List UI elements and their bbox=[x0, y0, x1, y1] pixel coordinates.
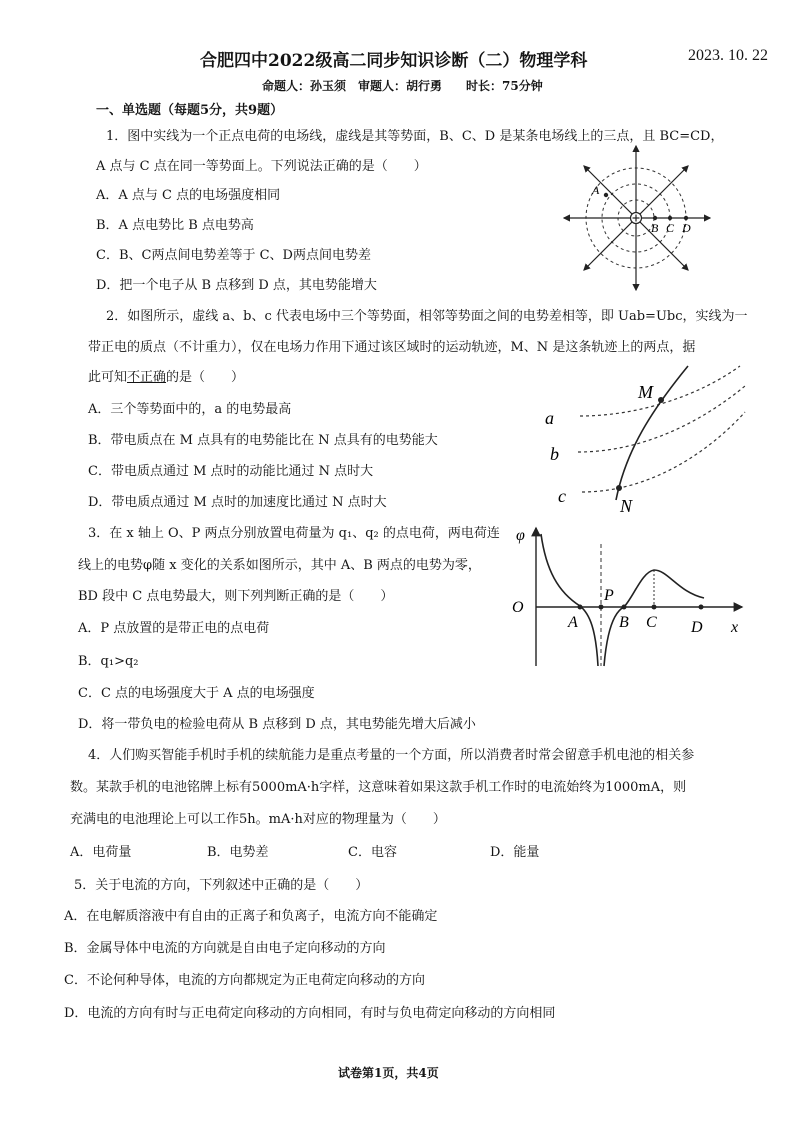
q4-stem-line2: 数。某款手机的电池铭牌上标有5000mA·h字样，这意味着如果这款手机工作时的电流始终为1000mA，则 bbox=[70, 780, 687, 795]
q2-option-d: D．带电质点通过 M 点时的加速度比通过 N 点时大 bbox=[88, 495, 387, 510]
q3-potential-graph bbox=[508, 520, 748, 670]
q3-stem-line2: 线上的电势φ随 x 变化的关系如图所示，其中 A、B 两点的电势为零， bbox=[78, 558, 481, 573]
q5-option-d: D．电流的方向有时与正电荷定向移动的方向相同，有时与负电荷定向移动的方向相同 bbox=[64, 1006, 556, 1021]
page-title: 合肥四中2022级高二同步知识诊断（二）物理学科 bbox=[200, 51, 588, 71]
q2-option-c: C．带电质点通过 M 点时的动能比通过 N 点时大 bbox=[88, 464, 374, 479]
q3-stem-line3: BD 段中 C 点电势最大，则下列判断正确的是（ ） bbox=[78, 589, 394, 604]
q1-stem-line1: 1．图中实线为一个正点电荷的电场线，虚线是其等势面，B、C、D 是某条电场线上的三点，且 BC=CD， bbox=[106, 129, 724, 144]
q3-label-a: A bbox=[568, 614, 578, 631]
q1-option-d: D．把一个电子从 B 点移到 D 点，其电势能增大 bbox=[96, 278, 377, 293]
q1-label-b: B bbox=[651, 221, 659, 235]
exam-date: 2023. 10. 22 bbox=[688, 47, 768, 64]
q3-stem-line1: 3．在 x 轴上 O、P 两点分别放置电荷量为 q₁、q₂ 的点电荷，两电荷连 bbox=[88, 526, 500, 541]
q3-label-c: C bbox=[646, 614, 657, 631]
exam-subtitle: 命题人：孙玉须 审题人：胡行勇 时长：75分钟 bbox=[262, 79, 543, 93]
q2-stem-line3 bbox=[88, 366, 244, 385]
q1-label-d: D bbox=[682, 221, 691, 235]
section-heading: 一、单选题（每题5分，共9题） bbox=[96, 103, 284, 118]
q1-stem-line2: A 点与 C 点在同一等势面上。下列说法正确的是（ ） bbox=[96, 159, 427, 174]
q2-option-b: B．带电质点在 M 点具有的电势能比在 N 点具有的电势能大 bbox=[88, 433, 438, 448]
q4-stem-line1: 4．人们购买智能手机时手机的续航能力是重点考量的一个方面，所以消费者时常会留意手机电池的相关参 bbox=[88, 748, 695, 763]
q4-option-c: C．电容 bbox=[348, 845, 397, 860]
page-footer: 试卷第1页，共4页 bbox=[338, 1066, 439, 1080]
q2-option-a: A．三个等势面中的，a 的电势最高 bbox=[88, 402, 292, 417]
q2-stem-suffix: 的是（ ） bbox=[166, 370, 245, 385]
q5-option-b: B．金属导体中电流的方向就是自由电子定向移动的方向 bbox=[64, 941, 386, 956]
q3-axis-x: x bbox=[731, 619, 739, 636]
q3-label-b: B bbox=[619, 614, 629, 631]
q1-label-c: C bbox=[666, 221, 675, 235]
q3-option-b: B．q₁>q₂ bbox=[78, 654, 139, 669]
q1-field-figure bbox=[560, 140, 720, 300]
q3-label-o: O bbox=[512, 599, 524, 616]
q3-option-d: D．将一带负电的检验电荷从 B 点移到 D 点，其电势能先增大后减小 bbox=[78, 717, 476, 732]
q4-option-d: D．能量 bbox=[490, 845, 540, 860]
q4-option-a: A．电荷量 bbox=[70, 845, 132, 860]
q1-option-a: A．A 点与 C 点的电场强度相同 bbox=[96, 188, 281, 203]
q1-option-b: B．A 点电势比 B 点电势高 bbox=[96, 218, 254, 233]
q2-label-c: c bbox=[558, 486, 566, 506]
q3-option-a: A．P 点放置的是带正电的点电荷 bbox=[78, 621, 270, 636]
q2-stem-line1: 2．如图所示，虚线 a、b、c 代表电场中三个等势面，相邻等势面之间的电势差相等，即 Uab=Ubc，实线为一 bbox=[106, 309, 748, 324]
q4-stem-line3: 充满电的电池理论上可以工作5h。mA·h对应的物理量为（ ） bbox=[70, 812, 446, 827]
q2-label-b: b bbox=[550, 444, 559, 464]
q2-label-m: M bbox=[638, 382, 653, 402]
q2-not-correct-emphasis: 不正确 bbox=[127, 370, 167, 385]
q1-label-a: A bbox=[592, 183, 600, 197]
q2-label-n: N bbox=[620, 496, 633, 516]
q5-stem: 5．关于电流的方向，下列叙述中正确的是（ ） bbox=[74, 878, 369, 893]
q2-stem-line2: 带正电的质点（不计重力），仅在电场力作用下通过该区域时的运动轨迹，M、N 是这条轨迹上的两点，据 bbox=[88, 340, 696, 355]
q3-label-d: D bbox=[691, 619, 703, 636]
q5-option-c: C．不论何种导体，电流的方向都规定为正电荷定向移动的方向 bbox=[64, 973, 425, 988]
q5-option-a: A．在电解质溶液中有自由的正离子和负离子，电流方向不能确定 bbox=[64, 909, 438, 924]
q3-axis-phi: φ bbox=[516, 527, 525, 544]
q2-trajectory-figure bbox=[540, 360, 750, 520]
q2-stem-prefix: 此可知 bbox=[88, 370, 128, 385]
q3-option-c: C．C 点的电场强度大于 A 点的电场强度 bbox=[78, 686, 315, 701]
q1-option-c: C．B、C两点间电势差等于 C、D两点间电势差 bbox=[96, 248, 371, 263]
q4-option-b: B．电势差 bbox=[207, 845, 269, 860]
q2-label-a: a bbox=[545, 408, 554, 428]
q3-label-p: P bbox=[604, 587, 614, 604]
